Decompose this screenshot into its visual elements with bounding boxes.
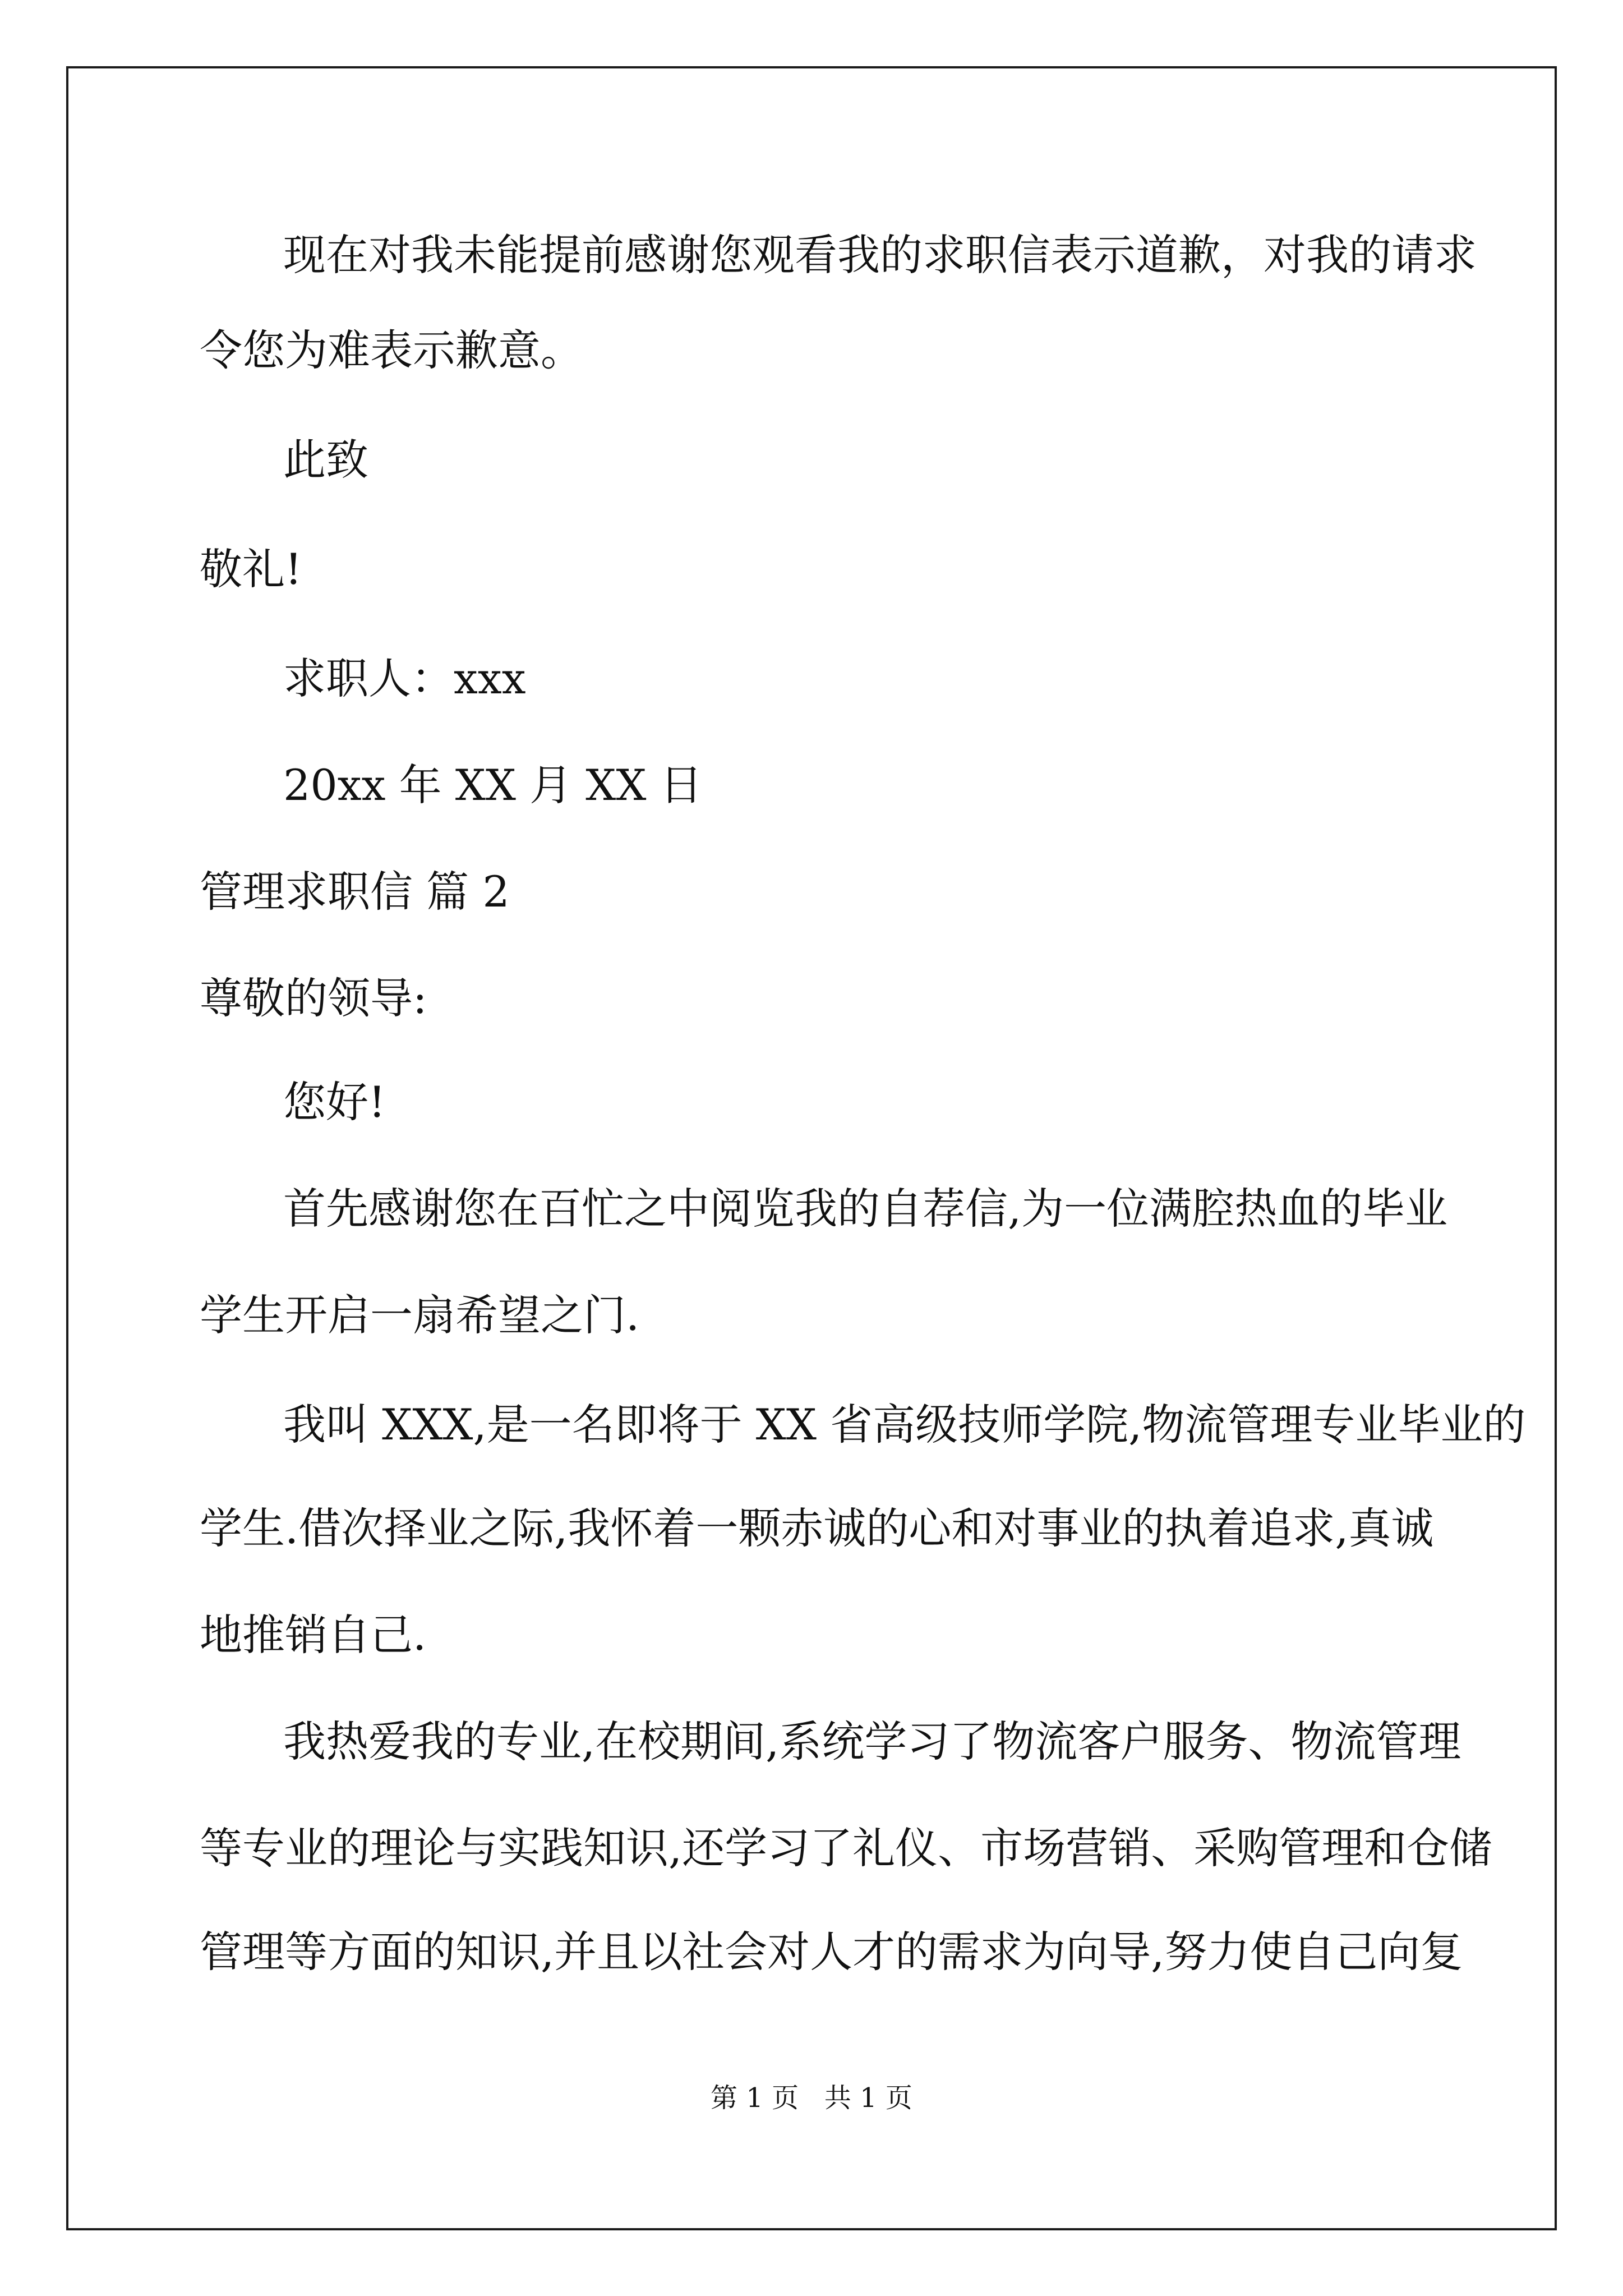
closing-regards: 敬礼!	[200, 544, 302, 594]
body-line-17: 管理等方面的知识,并且以社会对人才的需求为向导,努力使自己向复	[200, 1927, 1463, 1977]
body-line-10: 首先感谢您在百忙之中阅览我的自荐信,为一位满腔热血的毕业	[283, 1184, 1448, 1234]
section-heading: 管理求职信 篇 2	[200, 867, 510, 917]
closing-salutation: 此致	[283, 435, 368, 485]
page-border	[66, 66, 1557, 2230]
body-line-16: 等专业的理论与实践知识,还学习了礼仪、市场营销、采购管理和仓储	[200, 1823, 1492, 1873]
body-line-11: 学生开启一扇希望之门.	[200, 1290, 640, 1340]
page-indicator: 第 1 页 共 1 页	[711, 2082, 912, 2114]
body-line-2: 令您为难表示歉意。	[200, 325, 583, 375]
body-line-1: 现在对我未能提前感谢您观看我的求职信表示道歉，对我的请求	[283, 230, 1477, 280]
applicant-signature: 求职人：xxx	[283, 654, 526, 703]
body-line-12: 我叫 XXX,是一名即将于 XX 省高级技师学院,物流管理专业毕业的	[283, 1400, 1526, 1450]
body-line-15: 我热爱我的专业,在校期间,系统学习了物流客户服务、物流管理	[283, 1717, 1461, 1766]
body-line-14: 地推销自己.	[200, 1610, 427, 1660]
greeting-line: 尊敬的领导:	[200, 973, 427, 1023]
hello-line: 您好!	[283, 1077, 386, 1127]
body-line-13: 学生.借次择业之际,我怀着一颗赤诚的心和对事业的执着追求,真诚	[200, 1503, 1434, 1553]
letter-date: 20xx 年 XX 月 XX 日	[283, 760, 703, 810]
